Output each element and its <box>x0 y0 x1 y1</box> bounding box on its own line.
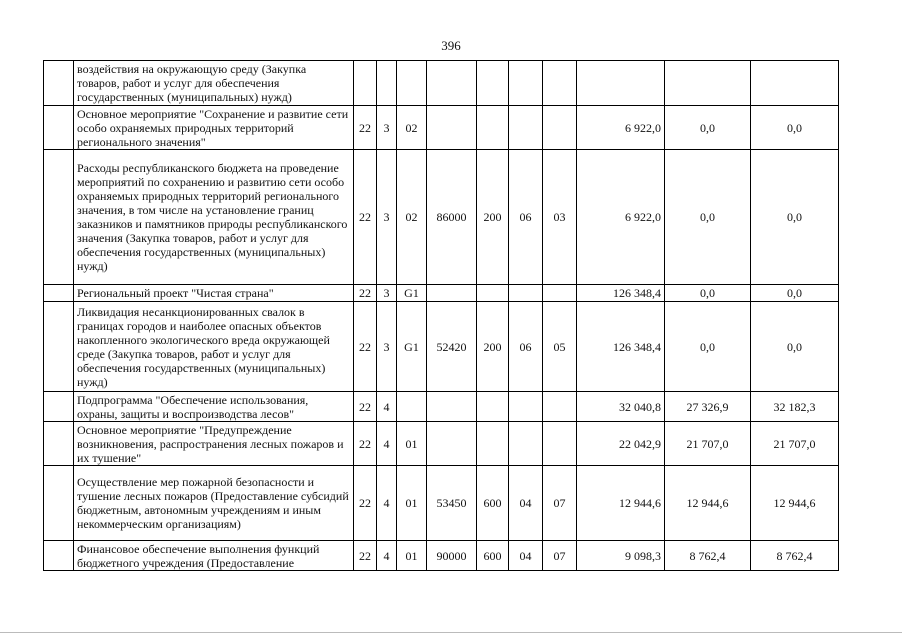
code-cell <box>509 422 543 466</box>
code-cell <box>477 106 509 150</box>
code-cell: 4 <box>377 392 397 422</box>
value-cell <box>577 61 665 106</box>
row-name: Расходы республиканского бюджета на проведение мероприятий по сохранению и развитию сети особо охраняемых природных территорий регионального значения, в том числе на установление границ заказников и памятников природы республиканского значения (Закупка товаров, работ и услуг для обеспечения государственных (муниципальных) нужд) <box>74 150 354 285</box>
value-cell: 12 944,6 <box>665 466 751 541</box>
code-cell: 4 <box>377 541 397 571</box>
value-cell: 8 762,4 <box>751 541 839 571</box>
value-cell: 6 922,0 <box>577 106 665 150</box>
code-cell <box>427 285 477 302</box>
row-marker-cell <box>44 422 74 466</box>
code-cell: 22 <box>354 285 377 302</box>
table-row <box>44 302 839 392</box>
value-cell: 8 762,4 <box>665 541 751 571</box>
code-cell <box>509 285 543 302</box>
code-cell <box>427 106 477 150</box>
code-cell: 07 <box>543 541 577 571</box>
code-cell: 22 <box>354 466 377 541</box>
value-cell: 0,0 <box>751 150 839 285</box>
value-cell: 21 707,0 <box>751 422 839 466</box>
code-cell: 22 <box>354 422 377 466</box>
code-cell <box>543 61 577 106</box>
code-cell: 06 <box>509 302 543 392</box>
code-cell: 3 <box>377 285 397 302</box>
value-cell: 6 922,0 <box>577 150 665 285</box>
value-cell <box>751 61 839 106</box>
row-name: Ликвидация несанкционированных свалок в границах городов и наиболее опасных объектов накопленного экологического вреда окружающей среде (Закупка товаров, работ и услуг для обеспечения государственных (муниципальных) нужд) <box>74 302 354 392</box>
value-cell: 12 944,6 <box>577 466 665 541</box>
page-number: 396 <box>441 38 461 53</box>
value-cell: 9 098,3 <box>577 541 665 571</box>
code-cell: 3 <box>377 106 397 150</box>
code-cell <box>427 392 477 422</box>
table-row <box>44 541 839 571</box>
code-cell <box>397 392 427 422</box>
code-cell: 4 <box>377 422 397 466</box>
code-cell: 06 <box>509 150 543 285</box>
table-row <box>44 422 839 466</box>
row-marker-cell <box>44 150 74 285</box>
code-cell: 02 <box>397 150 427 285</box>
code-cell: 04 <box>509 541 543 571</box>
value-cell: 22 042,9 <box>577 422 665 466</box>
row-marker-cell <box>44 541 74 571</box>
code-cell <box>477 422 509 466</box>
code-cell: 22 <box>354 392 377 422</box>
table-row <box>44 285 839 302</box>
code-cell: 01 <box>397 541 427 571</box>
row-marker-cell <box>44 466 74 541</box>
row-marker-cell <box>44 392 74 422</box>
code-cell: G1 <box>397 302 427 392</box>
code-cell <box>543 285 577 302</box>
code-cell <box>509 106 543 150</box>
table-row <box>44 61 839 106</box>
code-cell <box>427 422 477 466</box>
code-cell: 22 <box>354 150 377 285</box>
code-cell: 53450 <box>427 466 477 541</box>
row-marker-cell <box>44 106 74 150</box>
code-cell: G1 <box>397 285 427 302</box>
code-cell: 04 <box>509 466 543 541</box>
row-name: Основное мероприятие "Предупреждение возникновения, распространения лесных пожаров и их тушение" <box>74 422 354 466</box>
code-cell: 02 <box>397 106 427 150</box>
code-cell: 07 <box>543 466 577 541</box>
table-body <box>44 61 839 571</box>
code-cell <box>477 61 509 106</box>
code-cell: 200 <box>477 302 509 392</box>
code-cell: 3 <box>377 302 397 392</box>
code-cell: 600 <box>477 466 509 541</box>
table-row <box>44 392 839 422</box>
row-name: Основное мероприятие "Сохранение и развитие сети особо охраняемых природных территорий регионального значения" <box>74 106 354 150</box>
value-cell: 0,0 <box>751 106 839 150</box>
value-cell: 0,0 <box>665 302 751 392</box>
code-cell: 86000 <box>427 150 477 285</box>
value-cell: 0,0 <box>665 150 751 285</box>
code-cell <box>509 392 543 422</box>
code-cell <box>377 61 397 106</box>
code-cell: 03 <box>543 150 577 285</box>
code-cell: 200 <box>477 150 509 285</box>
code-cell: 05 <box>543 302 577 392</box>
row-name: Подпрограмма "Обеспечение использования, охраны, защиты и воспроизводства лесов" <box>74 392 354 422</box>
value-cell: 0,0 <box>751 285 839 302</box>
code-cell: 01 <box>397 466 427 541</box>
table-row <box>44 466 839 541</box>
table-row <box>44 150 839 285</box>
code-cell <box>397 61 427 106</box>
value-cell: 0,0 <box>751 302 839 392</box>
value-cell: 32 040,8 <box>577 392 665 422</box>
value-cell: 0,0 <box>665 106 751 150</box>
code-cell <box>543 422 577 466</box>
code-cell: 600 <box>477 541 509 571</box>
value-cell: 12 944,6 <box>751 466 839 541</box>
code-cell: 22 <box>354 541 377 571</box>
code-cell: 22 <box>354 106 377 150</box>
value-cell <box>665 61 751 106</box>
value-cell: 21 707,0 <box>665 422 751 466</box>
row-marker-cell <box>44 285 74 302</box>
value-cell: 126 348,4 <box>577 285 665 302</box>
code-cell: 01 <box>397 422 427 466</box>
value-cell: 32 182,3 <box>751 392 839 422</box>
code-cell <box>477 392 509 422</box>
row-name: Осуществление мер пожарной безопасности и тушение лесных пожаров (Предоставление субсидий бюджетным, автономным учреждениям и иным некоммерческим организациям) <box>74 466 354 541</box>
code-cell <box>543 106 577 150</box>
code-cell: 22 <box>354 302 377 392</box>
code-cell <box>509 61 543 106</box>
budget-table <box>43 60 839 571</box>
code-cell <box>354 61 377 106</box>
code-cell <box>543 392 577 422</box>
table-row <box>44 106 839 150</box>
code-cell: 3 <box>377 150 397 285</box>
code-cell: 90000 <box>427 541 477 571</box>
scan-edge-line <box>0 632 902 633</box>
row-name: Региональный проект "Чистая страна" <box>74 285 354 302</box>
row-marker-cell <box>44 61 74 106</box>
value-cell: 27 326,9 <box>665 392 751 422</box>
row-name: Финансовое обеспечение выполнения функций бюджетного учреждения (Предоставление <box>74 541 354 571</box>
row-marker-cell <box>44 302 74 392</box>
code-cell: 4 <box>377 466 397 541</box>
code-cell <box>427 61 477 106</box>
code-cell <box>477 285 509 302</box>
code-cell: 52420 <box>427 302 477 392</box>
row-name: воздействия на окружающую среду (Закупка товаров, работ и услуг для обеспечения государственных (муниципальных) нужд) <box>74 61 354 106</box>
value-cell: 126 348,4 <box>577 302 665 392</box>
value-cell: 0,0 <box>665 285 751 302</box>
